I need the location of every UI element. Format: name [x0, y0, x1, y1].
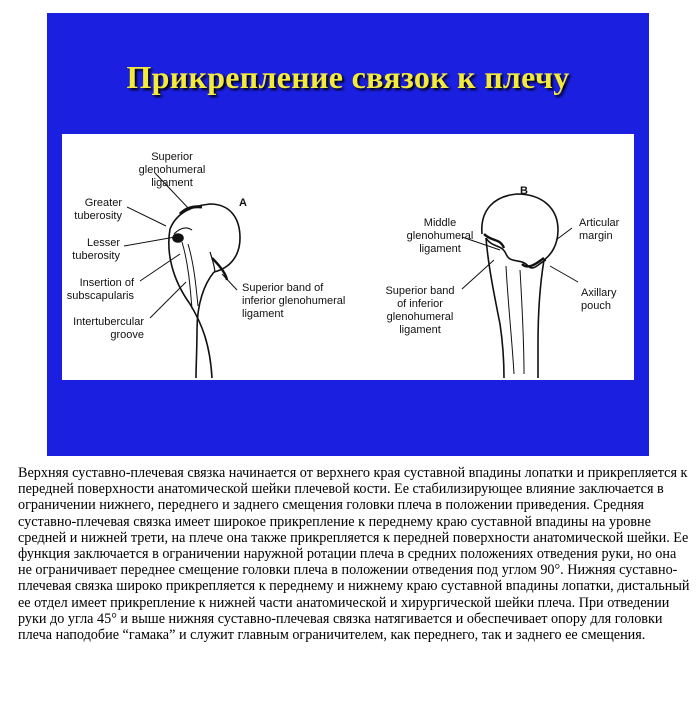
label-superior-band-b-1: Superior band	[385, 285, 455, 297]
label-greater-tuberosity-2: tuberosity	[74, 210, 122, 222]
slide-title: Прикрепление связок к плечу	[126, 59, 570, 95]
label-superior-band-a-2: inferior glenohumeral	[242, 295, 346, 307]
label-lesser-tuberosity-1: Lesser	[86, 237, 120, 249]
label-insertion-2: subscapularis	[66, 290, 134, 302]
slide	[47, 13, 649, 456]
label-lesser-tuberosity-2: tuberosity	[72, 250, 120, 262]
label-axillary-1: Axillary	[581, 287, 617, 299]
label-superior-band-b-2: of inferior	[397, 298, 443, 310]
label-intertubercular-2: groove	[110, 329, 144, 341]
humerus-b-drawing	[482, 194, 558, 378]
leader-lines-a	[124, 173, 237, 318]
label-articular-2: margin	[579, 230, 613, 242]
label-superior-band-b-3: glenohumeral	[386, 311, 454, 323]
label-articular-1: Articular	[579, 217, 620, 229]
leader-lines-b	[462, 228, 578, 289]
label-superior-glenohumeral-2: glenohumeral	[138, 164, 206, 176]
anatomy-illustration	[62, 134, 634, 380]
body-paragraph: Верхняя суставно-плечевая связка начинается от верхнего края суставной впадины лопатки и прикрепляется к передней поверхности анатомической шейки плечевой кости. Ее стабилизирующее влияние заключается в ограничении нижнего, переднего и заднего смещения головки плеча в положении приведения. Средняя суставно-плечевая связка имеет широкое прикрепление к переднему краю суставной впадины на уровне средней и нижней трети, на плече она также прикрепляется к передней поверхности анатомической шейки. Ее функция заключается в ограничении наружной ротации плеча в средних положениях отведения руки, но она не ограничивает переднее смещение головки плеча в положении отведения под углом 90°. Нижняя суставно-плечевая связка широко прикрепляется к переднему и нижнему краю суставной впадины лопатки, дистальный ее отдел имеет прикрепление к нижней части анатомической и хирургической шейки плеча. При отведении руки до угла 45° и выше нижняя суставно-плечевая связка натягивается и обеспечивает опору для головки плеча наподобие “гамака” и служит главным ограничителем, как переднего, так и заднего ее смещения.	[18, 465, 690, 644]
panel-a-tag: A	[239, 197, 247, 209]
label-superior-band-a-3: ligament	[242, 308, 284, 320]
label-greater-tuberosity-1: Greater	[84, 197, 122, 209]
label-middle-1: Middle	[423, 217, 457, 229]
label-superior-glenohumeral-1: Superior	[151, 151, 193, 163]
label-middle-3: ligament	[419, 243, 461, 255]
label-insertion-1: Insertion of	[79, 277, 134, 289]
label-axillary-2: pouch	[581, 300, 611, 312]
label-middle-2: glenohumeral	[406, 230, 474, 242]
anatomy-figure	[62, 134, 634, 380]
humerus-a-drawing	[169, 204, 240, 378]
label-intertubercular-1: Intertubercular	[73, 316, 144, 328]
label-superior-band-a-1: Superior band of	[242, 282, 324, 294]
label-superior-band-b-4: ligament	[399, 324, 441, 336]
label-superior-glenohumeral-3: ligament	[151, 177, 193, 189]
panel-b-tag: B	[520, 185, 528, 197]
